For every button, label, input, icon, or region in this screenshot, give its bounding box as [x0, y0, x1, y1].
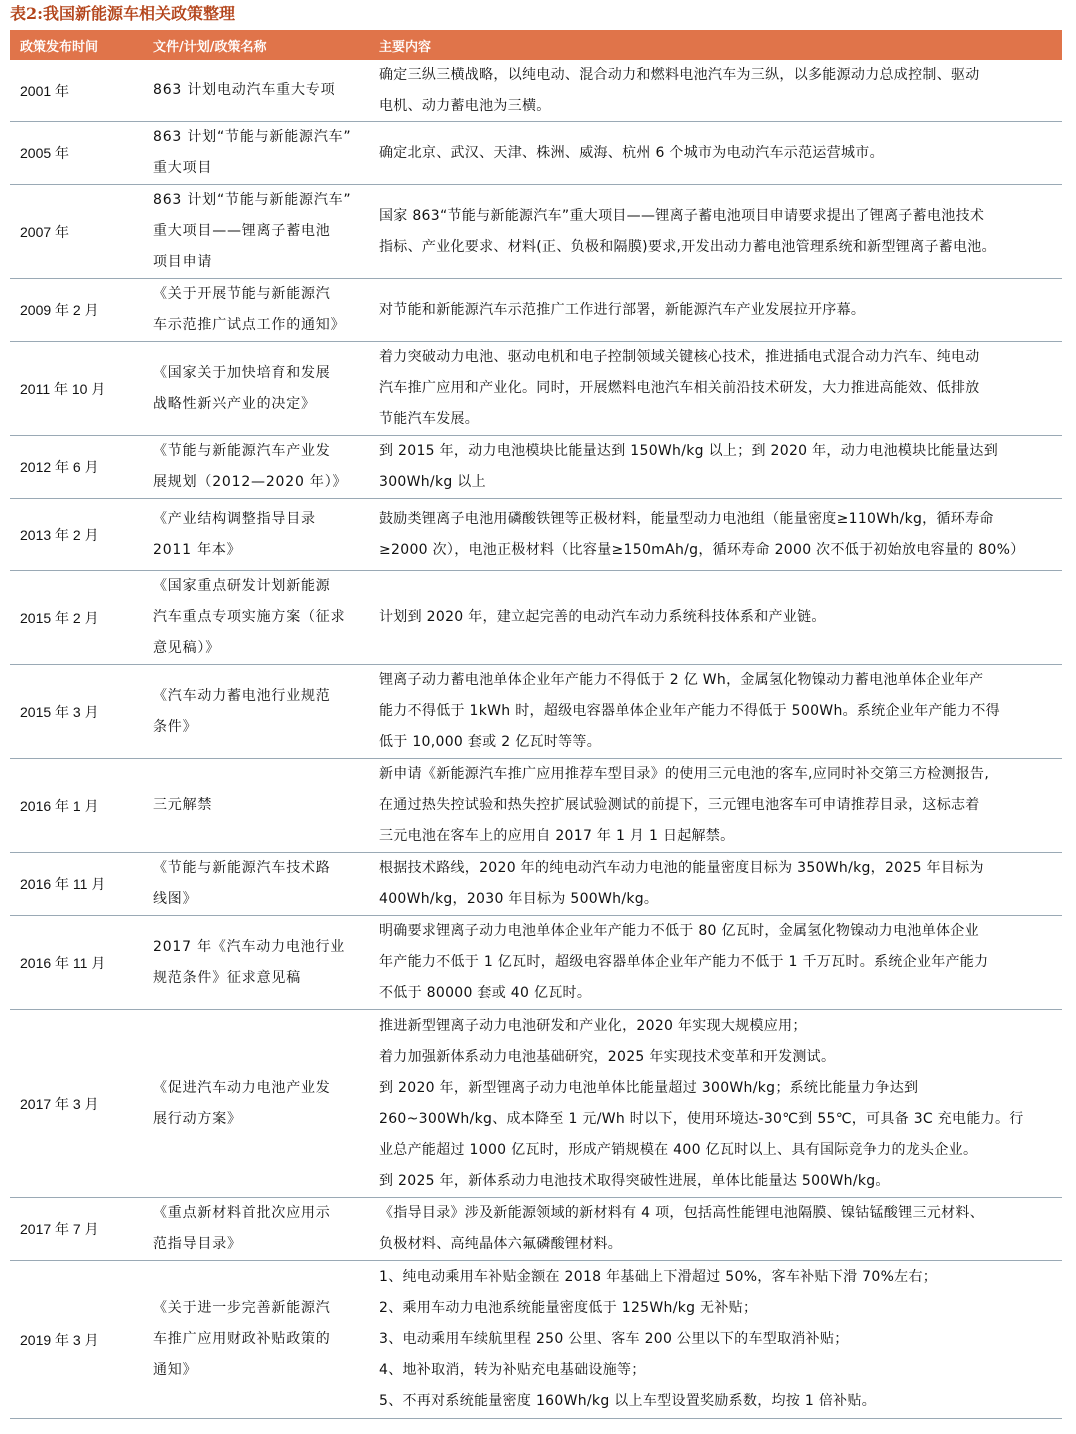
cell-name-line: 车推广应用财政补贴政策的: [153, 1331, 331, 1347]
cell-name: [151, 571, 379, 664]
cell-time: 2016 年 1 月: [20, 797, 99, 814]
table-row: [10, 60, 1062, 122]
table-row: [10, 1010, 1062, 1198]
cell-name-line: 展规划（2012—2020 年）》: [153, 474, 348, 490]
cell-content-line: 260~300Wh/kg、成本降至 1 元/Wh 时以下，使用环境达-30℃到 55℃，可具备 3C 充电能力。行: [379, 1110, 1024, 1127]
cell-content-line: 到 2025 年，新体系动力电池技术取得突破性进展，单体比能量达 500Wh/kg。: [379, 1172, 890, 1189]
cell-time: 2011 年 10 月: [20, 380, 106, 397]
cell-content: [379, 916, 1062, 1009]
cell-content-line: 对节能和新能源汽车示范推广工作进行部署，新能源汽车产业发展拉开序幕。: [379, 301, 866, 318]
header-time: 政策发布时间: [20, 39, 99, 55]
cell-content-line: 指标、产业化要求、材料(正、负极和隔膜)要求,开发出动力蓄电池管理系统和新型锂离子蓄电池。: [379, 238, 996, 255]
cell-content-line: ≥2000 次），电池正极材料（比容量≥150mAh/g，循环寿命 2000 次不低于初始放电容量的 80%）: [379, 541, 1025, 558]
cell-content-line: 着力突破动力电池、驱动电机和电子控制领域关键核心技术，推进插电式混合动力汽车、纯电动: [379, 349, 980, 365]
cell-content-line: 业总产能超过 1000 亿瓦时，形成产销规模在 400 亿瓦时以上、具有国际竞争力的龙头企业。: [379, 1141, 978, 1158]
cell-time: 2001 年: [20, 82, 70, 99]
cell-name: [151, 932, 379, 994]
cell-content-line: 计划到 2020 年，建立起完善的电动汽车动力系统科技体系和产业链。: [379, 609, 826, 625]
table-row: [10, 279, 1062, 342]
table-title: 表2:我国新能源车相关政策整理: [10, 4, 236, 23]
cell-name-line: 战略性新兴产业的决定》: [153, 395, 316, 412]
cell-time: 2016 年 11 月: [20, 954, 106, 971]
cell-content-line: 鼓励类锂离子电池用磷酸铁锂等正极材料，能量型动力电池组（能量密度≥110Wh/kg，循环寿命: [379, 510, 994, 527]
cell-content-line: 4、地补取消，转为补贴充电基础设施等；: [379, 1362, 646, 1378]
cell-name: [151, 1293, 379, 1386]
cell-content-line: 能力不得低于 1kWh 时，超级电容器单体企业年产能力不得低于 500Wh。系统企业年产能力不得: [379, 703, 1000, 719]
cell-name: [151, 504, 379, 566]
cell-name-line: 《汽车动力蓄电池行业规范: [153, 687, 331, 704]
cell-content-line: 400Wh/kg，2030 年目标为 500Wh/kg。: [379, 891, 659, 907]
cell-name: [151, 185, 379, 278]
cell-name: [151, 122, 379, 184]
cell-name-line: 三元解禁: [153, 797, 213, 813]
cell-content-line: 确定三纵三横战略，以纯电动、混合动力和燃料电池汽车为三纵，以多能源动力总成控制、驱动: [379, 66, 980, 83]
cell-name: [151, 681, 379, 743]
policy-table: [10, 30, 1062, 1419]
cell-content: [379, 1198, 1062, 1260]
table-row: [10, 436, 1062, 499]
cell-content: [379, 602, 1062, 633]
cell-name-line: 《节能与新能源汽车产业发: [153, 443, 331, 459]
cell-content-line: 到 2015 年，动力电池模块比能量达到 150Wh/kg 以上；到 2020 年，动力电池模块比能量达到: [379, 443, 999, 459]
cell-time: 2013 年 2 月: [20, 526, 99, 543]
cell-content: [379, 665, 1062, 758]
cell-name-line: 重大项目——锂离子蓄电池: [153, 223, 331, 239]
cell-time: 2017 年 3 月: [20, 1095, 99, 1112]
cell-name-line: 《关于进一步完善新能源汽: [153, 1300, 331, 1316]
cell-name-line: 车示范推广试点工作的通知》: [153, 317, 346, 333]
cell-content-line: 5、不再对系统能量密度 160Wh/kg 以上车型设置奖励系数，均按 1 倍补贴。: [379, 1393, 877, 1409]
cell-name: [151, 436, 379, 498]
cell-time: 2005 年: [20, 145, 70, 161]
cell-content: [379, 342, 1062, 435]
cell-content-line: 年产能力不低于 1 亿瓦时，超级电容器单体企业年产能力不低于 1 千万瓦时。系统企业年产能力: [379, 954, 989, 970]
cell-content-line: 三元电池在客车上的应用自 2017 年 1 月 1 日起解禁。: [379, 828, 735, 844]
header-name: 文件/计划/政策名称: [153, 39, 267, 55]
table-row: [10, 1261, 1062, 1419]
cell-name-line: 《促进汽车动力电池产业发: [153, 1079, 331, 1096]
table-row: [10, 665, 1062, 759]
cell-content-line: 新申请《新能源汽车推广应用推荐车型目录》的使用三元电池的客车,应同时补交第三方检测报告,: [379, 766, 990, 782]
cell-name-line: 展行动方案》: [153, 1110, 242, 1127]
table-header: [10, 30, 1062, 60]
cell-name: [151, 358, 379, 420]
cell-content: [379, 1011, 1062, 1197]
cell-content-line: 低于 10,000 套或 2 亿瓦时等等。: [379, 734, 601, 750]
cell-name-line: 意见稿）》: [153, 640, 220, 656]
cell-content: [379, 138, 1062, 169]
cell-name-line: 2017 年《汽车动力电池行业: [153, 938, 346, 955]
cell-time: 2015 年 3 月: [20, 703, 99, 720]
cell-name-line: 《国家关于加快培育和发展: [153, 364, 331, 381]
cell-time: 2007 年: [20, 223, 70, 240]
cell-content: [379, 1262, 1062, 1417]
table-row: [10, 916, 1062, 1010]
cell-content: [379, 201, 1062, 263]
cell-name-line: 条件》: [153, 718, 198, 735]
cell-time: 2009 年 2 月: [20, 302, 99, 318]
cell-name-line: 863 计划“节能与新能源汽车”: [153, 129, 352, 145]
table-row: [10, 1198, 1062, 1261]
cell-time: 2015 年 2 月: [20, 609, 99, 626]
cell-content-line: 不低于 80000 套或 40 亿瓦时。: [379, 985, 592, 1001]
cell-name-line: 重大项目: [153, 160, 213, 176]
table-body: [10, 60, 1062, 1419]
table-row: [10, 853, 1062, 916]
cell-time: 2012 年 6 月: [20, 459, 99, 475]
cell-content: [379, 504, 1062, 566]
cell-content: [379, 759, 1062, 852]
table-row: [10, 499, 1062, 571]
cell-name-line: 《产业结构调整指导目录: [153, 510, 316, 527]
cell-name-line: 《关于开展节能与新能源汽: [153, 286, 331, 302]
cell-content: [379, 295, 1062, 326]
cell-name-line: 项目申请: [153, 254, 213, 270]
cell-content-line: 节能汽车发展。: [379, 411, 480, 427]
cell-content-line: 汽车推广应用和产业化。同时，开展燃料电池汽车相关前沿技术研发，大力推进高能效、低排放: [379, 380, 980, 396]
table-row: [10, 759, 1062, 853]
cell-name-line: 《重点新材料首批次应用示: [153, 1205, 331, 1221]
cell-name-line: 《节能与新能源汽车技术路: [153, 860, 331, 876]
cell-name: [151, 853, 379, 915]
cell-name-line: 范指导目录》: [153, 1236, 242, 1252]
cell-content-line: 国家 863“节能与新能源汽车”重大项目——锂离子蓄电池项目申请要求提出了锂离子蓄电池技术: [379, 207, 985, 224]
cell-name-line: 2011 年本》: [153, 541, 242, 558]
cell-content-line: 3、电动乘用车续航里程 250 公里、客车 200 公里以下的车型取消补贴；: [379, 1331, 849, 1347]
cell-name-line: 线图》: [153, 891, 198, 907]
cell-content: [379, 436, 1062, 498]
cell-name: [151, 1073, 379, 1135]
cell-name: [151, 279, 379, 341]
cell-content-line: 电机、动力蓄电池为三横。: [379, 97, 551, 114]
cell-content-line: 着力加强新体系动力电池基础研究，2025 年实现技术变革和开发测试。: [379, 1048, 836, 1065]
cell-time: 2017 年 7 月: [20, 1221, 99, 1237]
table-row: [10, 122, 1062, 185]
cell-time: 2019 年 3 月: [20, 1331, 99, 1348]
cell-content-line: 300Wh/kg 以上: [379, 474, 486, 490]
cell-content-line: 负极材料、高纯晶体六氟磷酸锂材料。: [379, 1236, 623, 1252]
cell-name-line: 规范条件》征求意见稿: [153, 969, 301, 986]
cell-content-line: 确定北京、武汉、天津、株洲、威海、杭州 6 个城市为电动汽车示范运营城市。: [379, 144, 884, 161]
cell-content-line: 到 2020 年，新型锂离子动力电池单体比能量超过 300Wh/kg；系统比能量力争达到: [379, 1079, 919, 1096]
table-row: [10, 571, 1062, 665]
cell-content-line: 推进新型锂离子动力电池研发和产业化，2020 年实现大规模应用；: [379, 1017, 807, 1034]
cell-name: [151, 75, 379, 106]
cell-content-line: 1、纯电动乘用车补贴金额在 2018 年基础上下滑超过 50%，客车补贴下滑 70%左右；: [379, 1269, 938, 1285]
table-row: [10, 342, 1062, 436]
header-content: 主要内容: [379, 39, 432, 55]
cell-content-line: 明确要求锂离子动力电池单体企业年产能力不低于 80 亿瓦时，金属氢化物镍动力电池单体企业: [379, 923, 979, 939]
cell-name-line: 863 计划电动汽车重大专项: [153, 82, 336, 98]
cell-name: [151, 1198, 379, 1260]
cell-content: [379, 853, 1062, 915]
cell-name-line: 863 计划“节能与新能源汽车”: [153, 192, 352, 208]
cell-content-line: 在通过热失控试验和热失控扩展试验测试的前提下，三元锂电池客车可申请推荐目录，这标志着: [379, 797, 980, 813]
cell-name-line: 《国家重点研发计划新能源: [153, 578, 331, 594]
cell-name-line: 通知》: [153, 1362, 198, 1378]
cell-name: [151, 790, 379, 821]
cell-content-line: 锂离子动力蓄电池单体企业年产能力不得低于 2 亿 Wh，金属氢化物镍动力蓄电池单体企业年产: [379, 672, 984, 688]
cell-time: 2016 年 11 月: [20, 876, 106, 892]
cell-content-line: 《指导目录》涉及新能源领域的新材料有 4 项，包括高性能锂电池隔膜、镍钴锰酸锂三元材料、: [379, 1205, 985, 1221]
cell-content-line: 2、乘用车动力电池系统能量密度低于 125Wh/kg 无补贴；: [379, 1300, 758, 1316]
cell-content-line: 根据技术路线，2020 年的纯电动汽车动力电池的能量密度目标为 350Wh/kg，2025 年目标为: [379, 860, 984, 876]
cell-content: [379, 60, 1062, 122]
cell-name-line: 汽车重点专项实施方案（征求: [153, 609, 346, 625]
table-row: [10, 185, 1062, 279]
